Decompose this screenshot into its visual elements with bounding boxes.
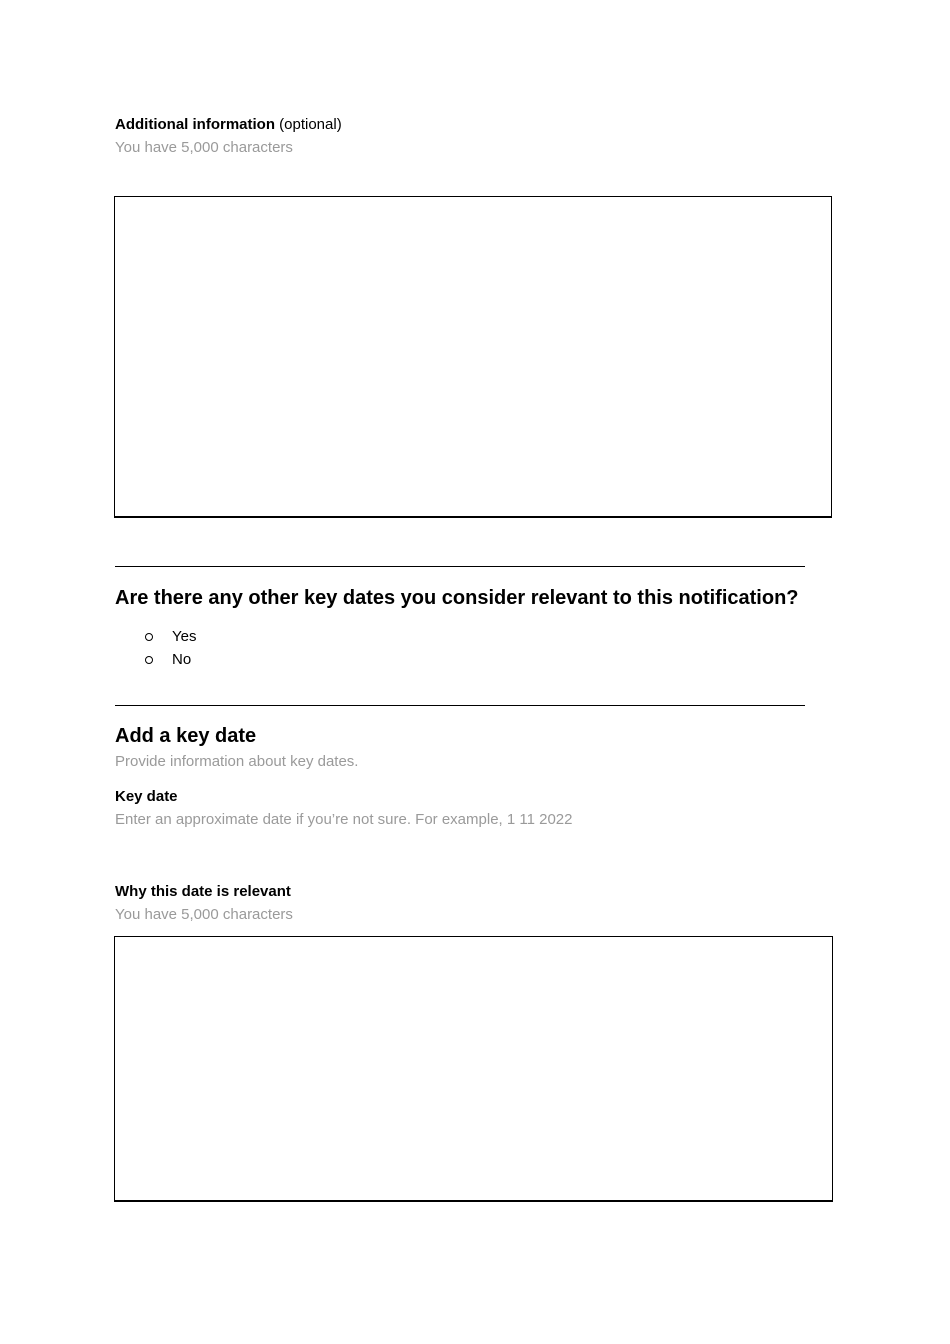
section-divider [115,705,805,706]
radio-option-yes[interactable] [145,628,196,646]
radio-circle-icon[interactable] [145,633,153,641]
key-date-hint: Enter an approximate date if you’re not sure. For example, 1 11 2022 [115,811,573,828]
radio-option-no[interactable] [145,651,191,669]
radio-label-yes: Yes [172,628,197,645]
radio-label-no: No [172,651,192,668]
additional-info-hint: You have 5,000 characters [115,139,293,156]
section-divider [115,566,805,567]
key-dates-question: Are there any other key dates you consider relevant to this notification? [115,587,799,609]
additional-info-label-text: Additional information [115,116,275,133]
relevance-hint: You have 5,000 characters [115,906,293,923]
relevance-textarea[interactable] [114,936,833,1202]
radio-circle-icon[interactable] [145,656,153,664]
key-date-label: Key date [115,788,178,805]
additional-info-textarea[interactable] [114,196,832,518]
additional-info-label [115,116,342,134]
optional-marker: (optional) [279,116,342,133]
relevance-label: Why this date is relevant [115,883,291,900]
add-key-date-heading: Add a key date [115,725,257,747]
add-key-date-description: Provide information about key dates. [115,753,359,770]
